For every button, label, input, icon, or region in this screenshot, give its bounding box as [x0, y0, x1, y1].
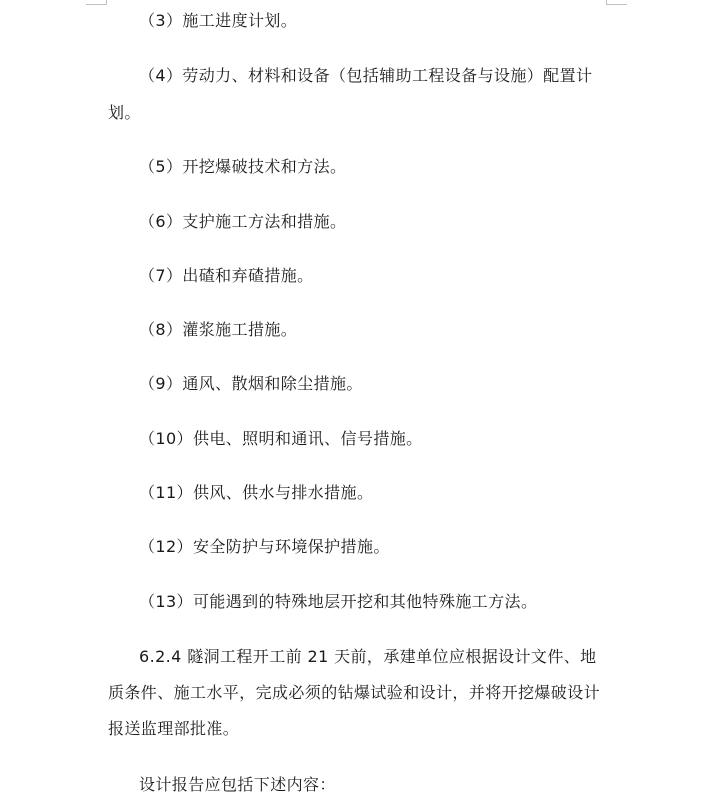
page-corner-mark-right — [606, 0, 627, 5]
clause-6-2-4-line-1: 6.2.4 隧洞工程开工前 21 天前，承建单位应根据设计文件、地 — [139, 647, 597, 666]
list-item: （11）供风、供水与排水措施。 — [139, 483, 374, 502]
list-item: （4）劳动力、材料和设备（包括辅助工程设备与设施）配置计 — [139, 66, 593, 85]
list-item: （6）支护施工方法和措施。 — [139, 212, 347, 231]
list-item: （8）灌浆施工措施。 — [139, 320, 298, 339]
list-item: （7）出碴和弃碴措施。 — [139, 266, 314, 285]
clause-6-2-4-line-3: 报送监理部批准。 — [108, 719, 240, 738]
list-item: （10）供电、照明和通讯、信号措施。 — [139, 429, 423, 448]
list-item: （13）可能遇到的特殊地层开挖和其他特殊施工方法。 — [139, 592, 538, 611]
list-item: （9）通风、散烟和除尘措施。 — [139, 374, 363, 393]
list-item-continuation: 划。 — [108, 103, 141, 122]
clause-6-2-4-line-2: 质条件、施工水平，完成必须的钻爆试验和设计，并将开挖爆破设计 — [108, 683, 601, 702]
list-item: （3）施工进度计划。 — [139, 11, 298, 30]
list-item: （5）开挖爆破技术和方法。 — [139, 157, 347, 176]
list-item: （12）安全防护与环境保护措施。 — [139, 537, 390, 556]
report-contents-intro: 设计报告应包括下述内容： — [139, 775, 336, 794]
page-corner-mark-left — [86, 0, 107, 5]
